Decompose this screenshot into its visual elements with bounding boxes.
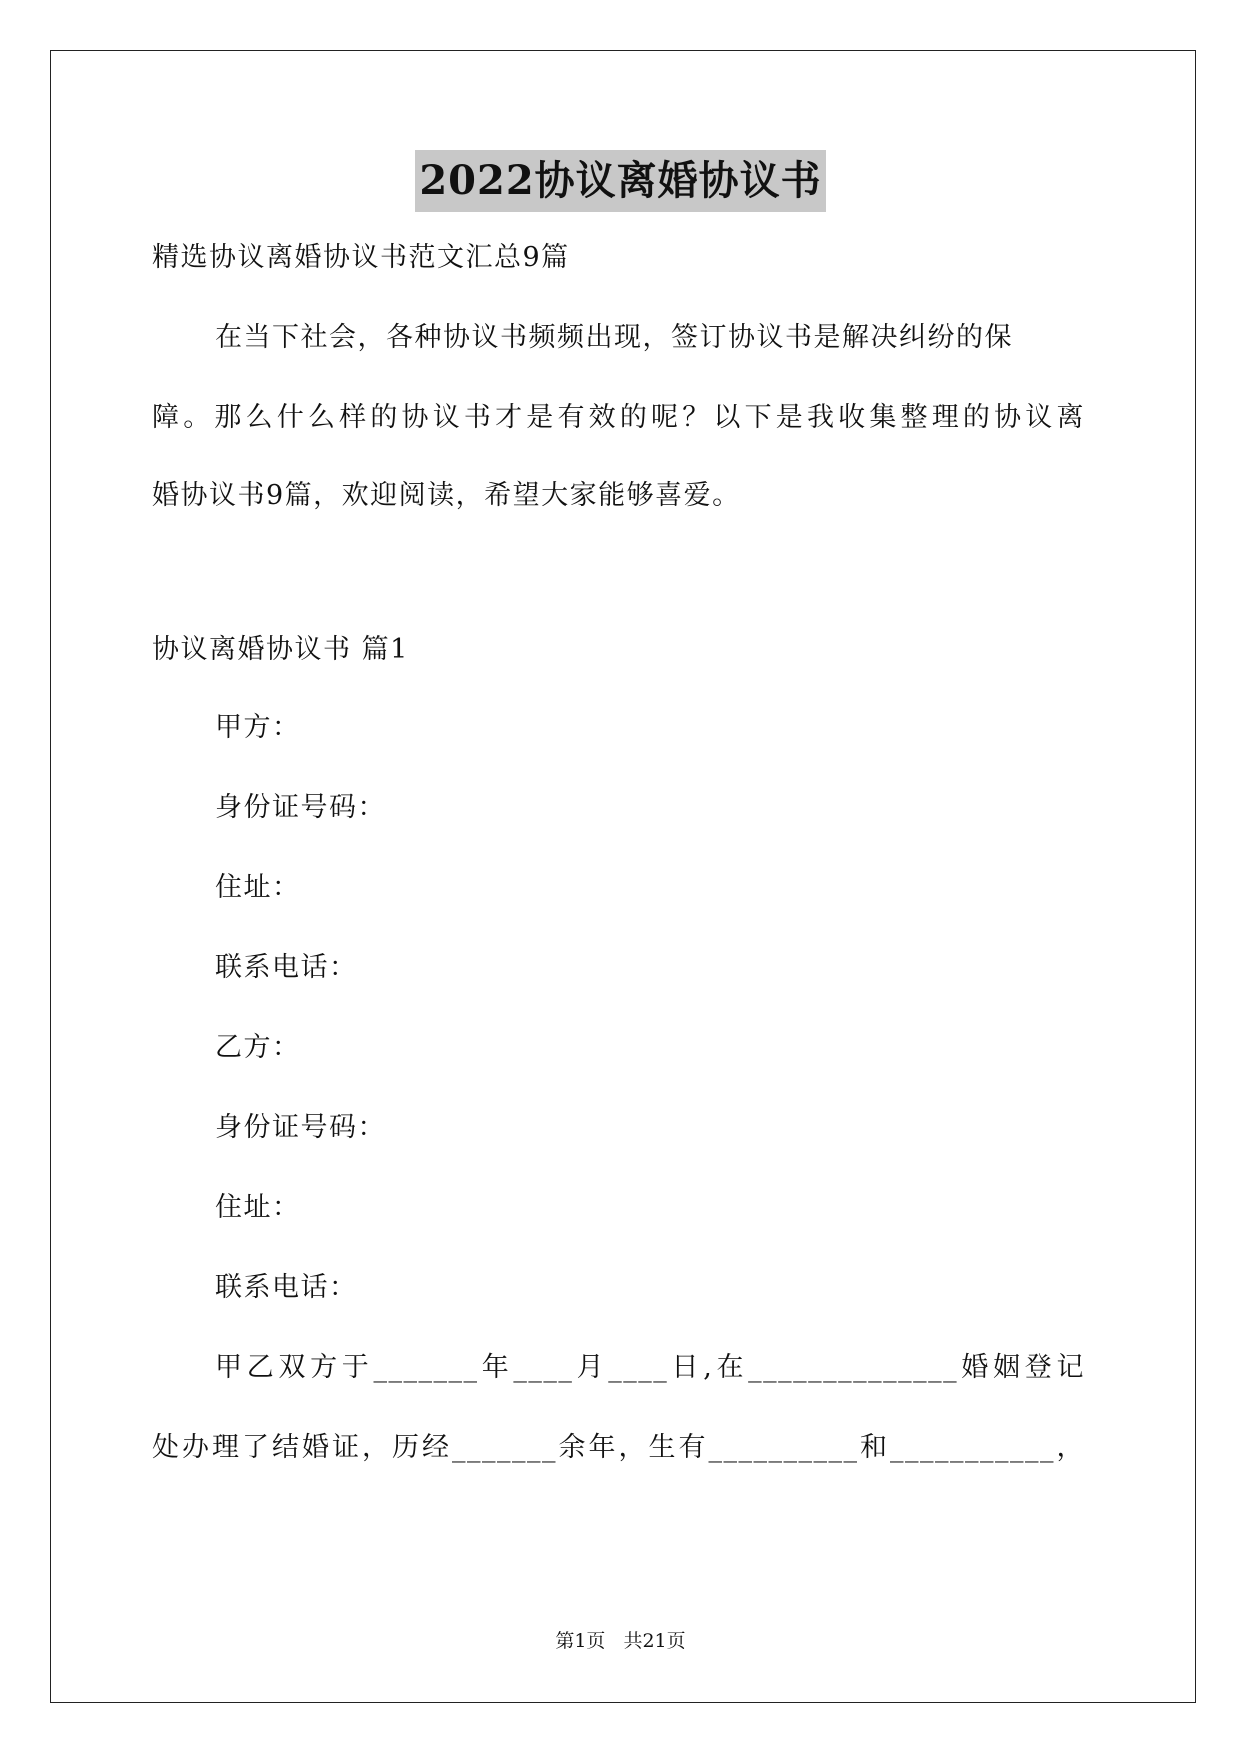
marriage-details-line: 处办理了结婚证，历经_______余年，生有__________和___________， <box>152 1432 1085 1463</box>
intro-line-2: 障。那么什么样的协议书才是有效的呢？以下是我收集整理的协议离 <box>152 402 1085 433</box>
section-heading: 协议离婚协议书 篇1 <box>152 634 409 665</box>
party-b-phone-label: 联系电话： <box>215 1272 358 1303</box>
title-container <box>0 150 1241 212</box>
party-a-id-label: 身份证号码： <box>215 792 386 823</box>
page-number: 第1页 <box>555 1630 606 1652</box>
document-title: 2022协议离婚协议书 <box>415 150 825 212</box>
page-footer <box>0 1628 1241 1654</box>
party-b-address-label: 住址： <box>215 1192 301 1223</box>
party-a-phone-label: 联系电话： <box>215 952 358 983</box>
marriage-registration-line: 甲乙双方于_______年____月____日,在______________婚姻登记 <box>215 1352 1085 1383</box>
document-subtitle: 精选协议离婚协议书范文汇总9篇 <box>152 242 570 273</box>
party-a-label: 甲方： <box>215 712 301 743</box>
intro-line-3: 婚协议书9篇，欢迎阅读，希望大家能够喜爱。 <box>152 480 741 511</box>
party-a-address-label: 住址： <box>215 872 301 903</box>
page-total: 共21页 <box>623 1630 686 1652</box>
party-b-label: 乙方： <box>215 1032 301 1063</box>
party-b-id-label: 身份证号码： <box>215 1112 386 1143</box>
intro-line-1: 在当下社会，各种协议书频频出现，签订协议书是解决纠纷的保 <box>215 322 1013 353</box>
